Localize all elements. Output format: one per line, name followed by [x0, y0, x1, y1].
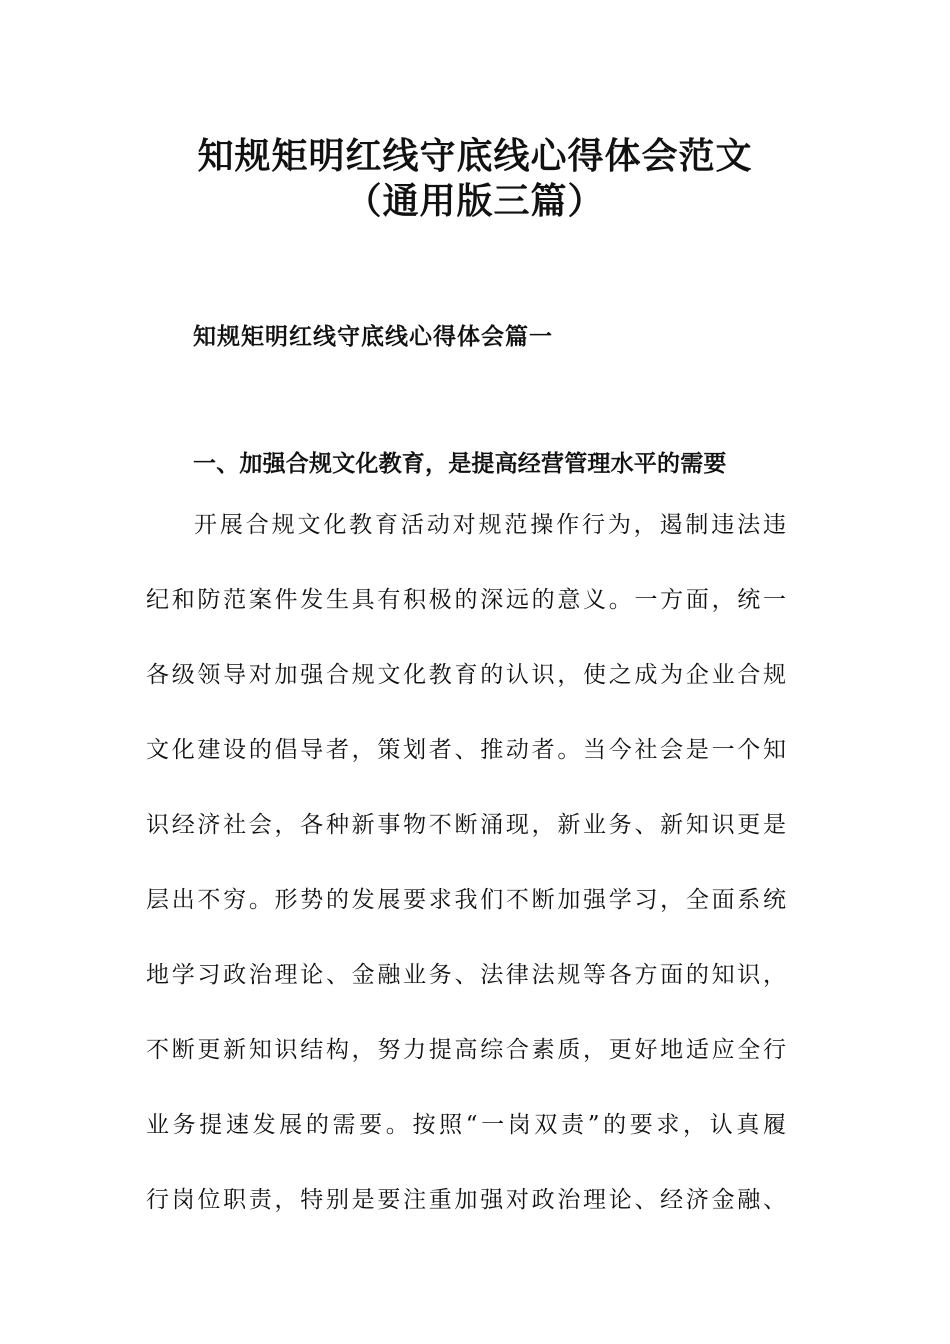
paragraph-line: 纪和防范案件发生具有积极的深远的意义。一方面，统一 — [146, 587, 786, 613]
document-subtitle: （通用版三篇） — [345, 181, 605, 222]
paragraph-line: 层出不穷。形势的发展要求我们不断加强学习，全面系统 — [146, 887, 786, 913]
subheading: 一、加强合规文化教育，是提高经营管理水平的需要 — [193, 451, 727, 477]
paragraph-line: 识经济社会，各种新事物不断涌现，新业务、新知识更是 — [146, 812, 786, 838]
paragraph-line: 开展合规文化教育活动对规范操作行为，遏制违法违 — [194, 512, 786, 538]
section-heading: 知规矩明红线守底线心得体会篇一 — [193, 324, 553, 350]
paragraph-line: 不断更新知识结构，努力提高综合素质，更好地适应全行 — [146, 1037, 786, 1063]
body-paragraph — [146, 488, 786, 1238]
paragraph-line: 文化建设的倡导者，策划者、推动者。当今社会是一个知 — [146, 737, 786, 763]
paragraph-line: 行岗位职责，特别是要注重加强对政治理论、经济金融、 — [146, 1187, 786, 1213]
paragraph-line: 业务提速发展的需要。按照“一岗双责”的要求，认真履 — [146, 1112, 786, 1138]
document-title: 知规矩明红线守底线心得体会范文 — [197, 136, 753, 177]
paragraph-line: 地学习政治理论、金融业务、法律法规等各方面的知识， — [146, 962, 786, 988]
paragraph-line: 各级领导对加强合规文化教育的认识，使之成为企业合规 — [146, 662, 786, 688]
